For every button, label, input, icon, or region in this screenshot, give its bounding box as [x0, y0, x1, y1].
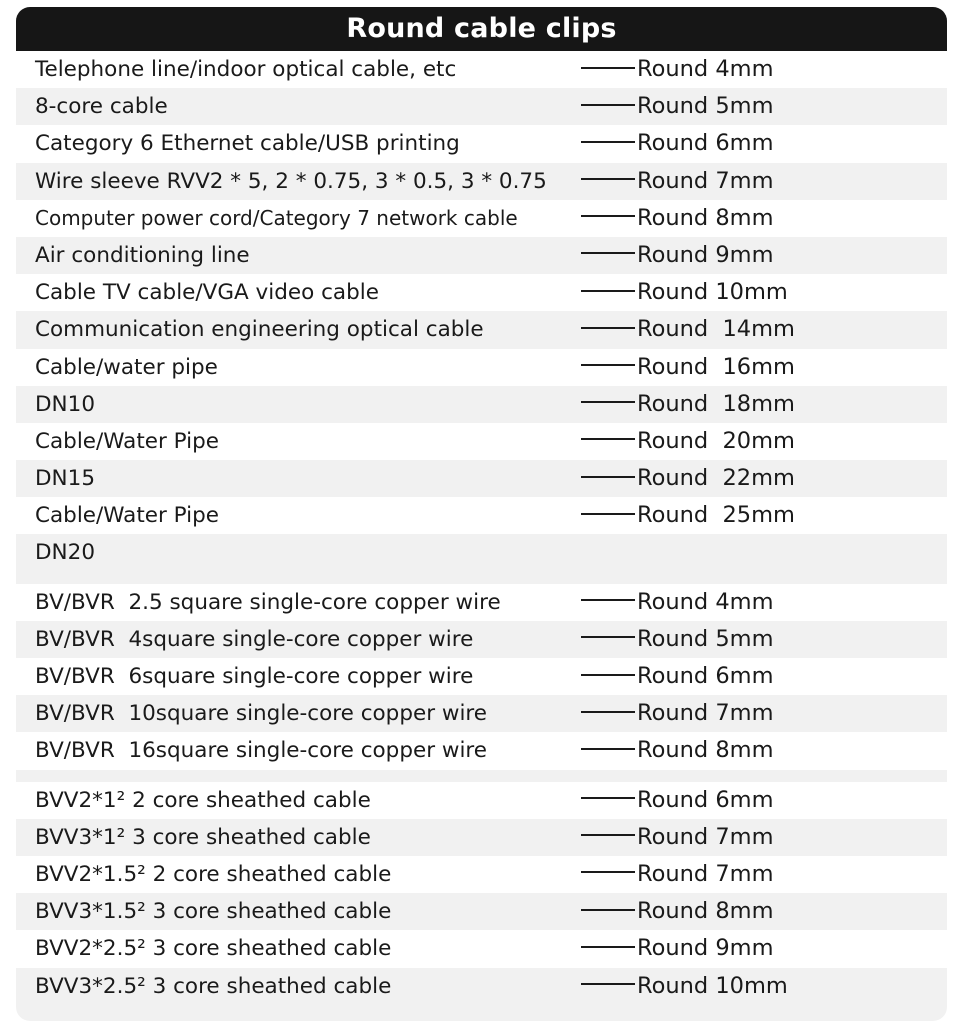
clip-size-label: Round 6mm [637, 130, 774, 157]
table-group [16, 782, 947, 1005]
leader-line [581, 834, 635, 836]
table-row [16, 497, 947, 534]
group-divider [16, 572, 947, 584]
clip-size-label: Round 7mm [637, 860, 774, 887]
table-row [16, 88, 947, 125]
clip-size-label: Round 8mm [637, 204, 774, 231]
clip-size-label: Round 7mm [637, 167, 774, 194]
leader-line [581, 215, 635, 217]
clip-size [581, 125, 774, 162]
clip-size [581, 893, 774, 930]
table-row [16, 782, 947, 819]
leader-line [581, 67, 635, 69]
clip-size-label: Round 9mm [637, 935, 774, 962]
clip-size-label: Round 5mm [637, 93, 774, 120]
clip-size [581, 274, 788, 311]
table-title: Round cable clips [16, 7, 947, 51]
clip-size [581, 658, 774, 695]
clip-size [581, 237, 774, 274]
table-row [16, 163, 947, 200]
clip-size-label: Round 20mm [637, 427, 795, 454]
cable-description: BVV3*2.5² 3 core sheathed cable [35, 973, 392, 999]
table-row [16, 386, 947, 423]
clip-size [581, 200, 774, 237]
table-row [16, 534, 947, 571]
cable-description: DN10 [35, 391, 95, 417]
leader-line [581, 871, 635, 873]
clip-size [581, 695, 774, 732]
cable-description: 8-core cable [35, 94, 168, 120]
clip-size-label: Round 4mm [637, 56, 774, 82]
cable-description: BVV3*1.5² 3 core sheathed cable [35, 899, 392, 925]
cable-description: Air conditioning line [35, 242, 250, 268]
cable-description: Computer power cord/Category 7 network cable [35, 205, 518, 230]
clip-size [581, 732, 774, 769]
clip-size-label: Round 5mm [637, 625, 774, 652]
table-row [16, 968, 947, 1005]
clip-size [581, 460, 795, 497]
clip-size-label: Round 8mm [637, 737, 774, 764]
leader-line [581, 513, 635, 515]
leader-line [581, 599, 635, 601]
clip-size [581, 88, 774, 125]
table-row [16, 584, 947, 621]
clip-size-label: Round 10mm [637, 972, 788, 999]
clip-size [581, 819, 774, 856]
leader-line [581, 909, 635, 911]
cable-description: Cable/Water Pipe [35, 503, 220, 529]
cable-description: DN20 [35, 540, 95, 566]
cable-clip-table [16, 7, 947, 1021]
clip-size-label: Round 4mm [637, 588, 774, 615]
cable-description: Cable/Water Pipe [35, 428, 220, 454]
leader-line [581, 327, 635, 329]
table-row [16, 621, 947, 658]
table-group [16, 584, 947, 770]
clip-size [581, 311, 795, 348]
clip-size [581, 386, 795, 423]
table-row [16, 930, 947, 967]
table-row [16, 732, 947, 769]
clip-size-label: Round 9mm [637, 241, 774, 268]
clip-size [581, 423, 795, 460]
clip-size-label: Round 6mm [637, 663, 774, 689]
table-row [16, 237, 947, 274]
leader-line [581, 674, 635, 676]
cable-description: BV/BVR 6square single-core copper wire [35, 664, 474, 689]
clip-size-label: Round 18mm [637, 390, 795, 417]
leader-line [581, 946, 635, 948]
cable-description: BVV2*2.5² 3 core sheathed cable [35, 936, 392, 962]
clip-size [581, 621, 774, 658]
table-row [16, 658, 947, 695]
table-row [16, 200, 947, 237]
leader-line [581, 401, 635, 403]
cable-description: BVV2*1.5² 2 core sheathed cable [35, 861, 392, 887]
table-row [16, 856, 947, 893]
leader-line [581, 364, 635, 366]
cable-description: Cable/water pipe [35, 354, 218, 380]
cable-description: BV/BVR 4square single-core copper wire [35, 626, 474, 652]
leader-line [581, 104, 635, 106]
clip-size [581, 856, 774, 893]
clip-size-label: Round 16mm [637, 353, 795, 380]
table-body [16, 51, 947, 1005]
cable-description: Wire sleeve RVV2 * 5, 2 * 0.75, 3 * 0.5, 3 * 0.75 [35, 168, 547, 194]
leader-line [581, 636, 635, 638]
cable-description: Telephone line/indoor optical cable, etc [35, 57, 457, 82]
clip-size [581, 497, 795, 534]
clip-size-label: Round 22mm [637, 465, 795, 492]
table-row [16, 695, 947, 732]
cable-description: BV/BVR 2.5 square single-core copper wire [35, 589, 501, 615]
leader-line [581, 438, 635, 440]
clip-size-label: Round 8mm [637, 898, 774, 925]
table-row [16, 423, 947, 460]
cable-description: Cable TV cable/VGA video cable [35, 280, 379, 306]
table-row [16, 349, 947, 386]
cable-description: DN15 [35, 466, 95, 492]
table-row [16, 311, 947, 348]
table-group [16, 51, 947, 572]
table-row [16, 51, 947, 88]
cable-description: Communication engineering optical cable [35, 317, 484, 343]
clip-size-label: Round 7mm [637, 823, 774, 850]
leader-line [581, 178, 635, 180]
clip-size [581, 968, 788, 1005]
cable-description: BVV3*1² 3 core sheathed cable [35, 824, 371, 850]
leader-line [581, 252, 635, 254]
leader-line [581, 476, 635, 478]
cable-description: Category 6 Ethernet cable/USB printing [35, 131, 460, 157]
table-row [16, 274, 947, 311]
leader-line [581, 983, 635, 985]
clip-size-label: Round 6mm [637, 786, 774, 813]
leader-line [581, 748, 635, 750]
leader-line [581, 797, 635, 799]
clip-size-label: Round 25mm [637, 502, 795, 529]
clip-size [581, 51, 774, 88]
table-row [16, 819, 947, 856]
group-divider [16, 770, 947, 782]
clip-size [581, 782, 774, 819]
clip-size-label: Round 10mm [637, 279, 788, 306]
table-row [16, 893, 947, 930]
clip-size [581, 163, 774, 200]
cable-description: BV/BVR 10square single-core copper wire [35, 701, 488, 727]
leader-line [581, 290, 635, 292]
leader-line [581, 141, 635, 143]
clip-size-label: Round 14mm [637, 316, 795, 343]
table-row [16, 460, 947, 497]
cable-description: BV/BVR 16square single-core copper wire [35, 738, 488, 764]
table-row [16, 125, 947, 162]
clip-size-label: Round 7mm [637, 700, 774, 727]
clip-size [581, 930, 774, 967]
clip-size [581, 584, 774, 621]
cable-description: BVV2*1² 2 core sheathed cable [35, 787, 371, 813]
clip-size [581, 349, 795, 386]
leader-line [581, 711, 635, 713]
